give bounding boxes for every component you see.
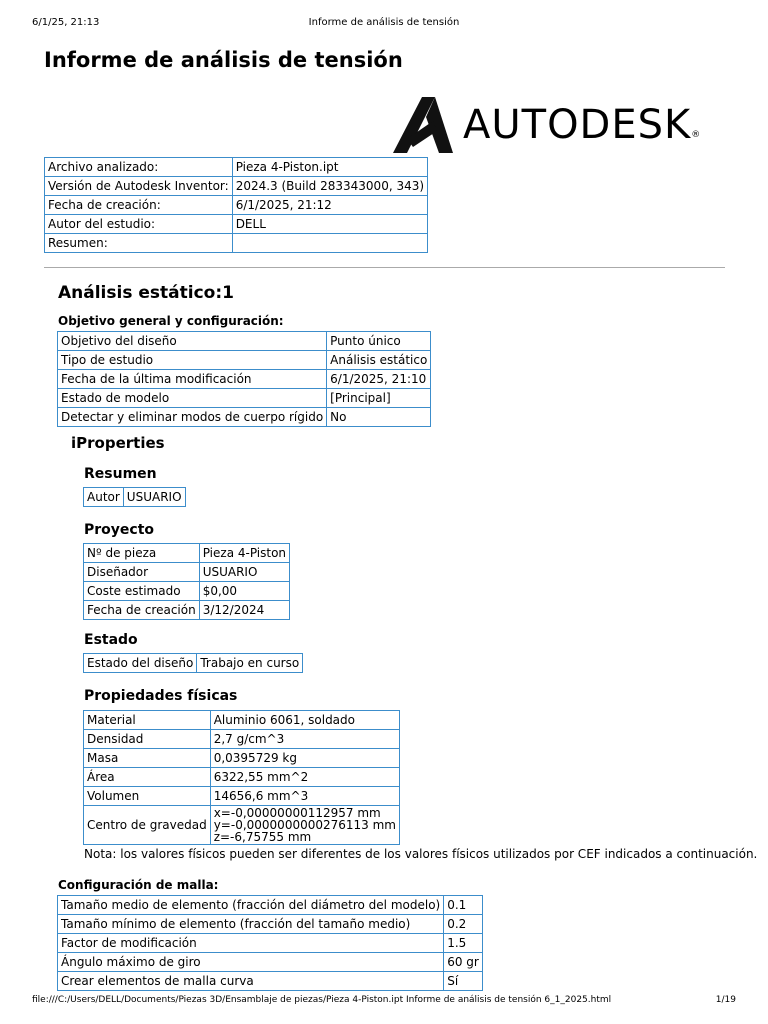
table-row: Resumen: (45, 234, 428, 253)
autodesk-logo (393, 96, 700, 154)
table-row: Versión de Autodesk Inventor: 2024.3 (Build 283343000, 343) (45, 177, 428, 196)
table-row: Tamaño medio de elemento (fracción del diámetro del modelo) 0.1 (58, 896, 483, 915)
table-row: Estado de modelo [Principal] (58, 389, 431, 408)
file-info-table (44, 157, 428, 253)
print-footer (0, 995, 768, 1009)
table-row: Factor de modificación 1.5 (58, 934, 483, 953)
mesh-table (57, 895, 483, 991)
table-row: Nº de pieza Pieza 4-Piston (84, 544, 290, 563)
cog-value: x=-0,00000000112957 mm y=-0,0000000000276113 mm z=-6,75755 mm (210, 806, 399, 845)
table-row: Masa 0,0395729 kg (84, 749, 400, 768)
table-row: Material Aluminio 6061, soldado (84, 711, 400, 730)
table-row: Diseñador USUARIO (84, 563, 290, 582)
mesh-heading: Configuración de malla: (58, 878, 219, 892)
table-row: Coste estimado $0,00 (84, 582, 290, 601)
report-title: Informe de análisis de tensión (44, 48, 403, 72)
print-datetime: 6/1/25, 21:13 (32, 17, 100, 28)
general-config-heading: Objetivo general y configuración: (58, 314, 284, 328)
table-row: Autor USUARIO (84, 488, 186, 507)
print-page-title: Informe de análisis de tensión (308, 17, 460, 28)
status-heading: Estado (84, 632, 138, 648)
table-row: Fecha de creación 3/12/2024 (84, 601, 290, 620)
cog-label: Centro de gravedad (84, 806, 211, 845)
table-row: Volumen 14656,6 mm^3 (84, 787, 400, 806)
table-row: Tipo de estudio Análisis estático (58, 351, 431, 370)
analysis-title: Análisis estático:1 (58, 283, 234, 303)
table-row: Ángulo máximo de giro 60 gr (58, 953, 483, 972)
table-row: Fecha de la última modificación 6/1/2025, 21:10 (58, 370, 431, 389)
iproperties-heading: iProperties (71, 434, 165, 452)
project-heading: Proyecto (84, 522, 155, 538)
table-row: Archivo analizado: Pieza 4-Piston.ipt (45, 158, 428, 177)
physical-note: Nota: los valores físicos pueden ser diferentes de los valores físicos utilizados por CEF indicados a continuación. (84, 847, 758, 861)
registered-mark: ® (691, 130, 701, 140)
print-file-path: file:///C:/Users/DELL/Documents/Piezas 3D/Ensamblaje de piezas/Pieza 4-Piston.ipt Informe de análisis de tensión 6_1_2025.html (32, 995, 612, 1005)
print-page-number: 1/19 (715, 995, 736, 1005)
table-row (84, 806, 400, 845)
table-row: Objetivo del diseño Punto único (58, 332, 431, 351)
table-row: Estado del diseño Trabajo en curso (84, 654, 303, 673)
table-row: Tamaño mínimo de elemento (fracción del tamaño medio) 0.2 (58, 915, 483, 934)
autodesk-logo-mark-icon (393, 97, 453, 153)
summary-heading: Resumen (84, 466, 157, 482)
table-row: Área 6322,55 mm^2 (84, 768, 400, 787)
table-row: Densidad 2,7 g/cm^3 (84, 730, 400, 749)
project-table (83, 543, 290, 620)
autodesk-logo-text: AUTODESK (463, 102, 692, 148)
print-header (0, 17, 768, 31)
table-row: Detectar y eliminar modos de cuerpo rígido No (58, 408, 431, 427)
table-row: Fecha de creación: 6/1/2025, 21:12 (45, 196, 428, 215)
section-divider (44, 267, 725, 268)
table-row: Crear elementos de malla curva Sí (58, 972, 483, 991)
summary-table (83, 487, 186, 507)
general-config-table (57, 331, 431, 427)
physical-heading: Propiedades físicas (84, 688, 238, 704)
table-row: Autor del estudio: DELL (45, 215, 428, 234)
physical-table (83, 710, 400, 845)
status-table (83, 653, 303, 673)
